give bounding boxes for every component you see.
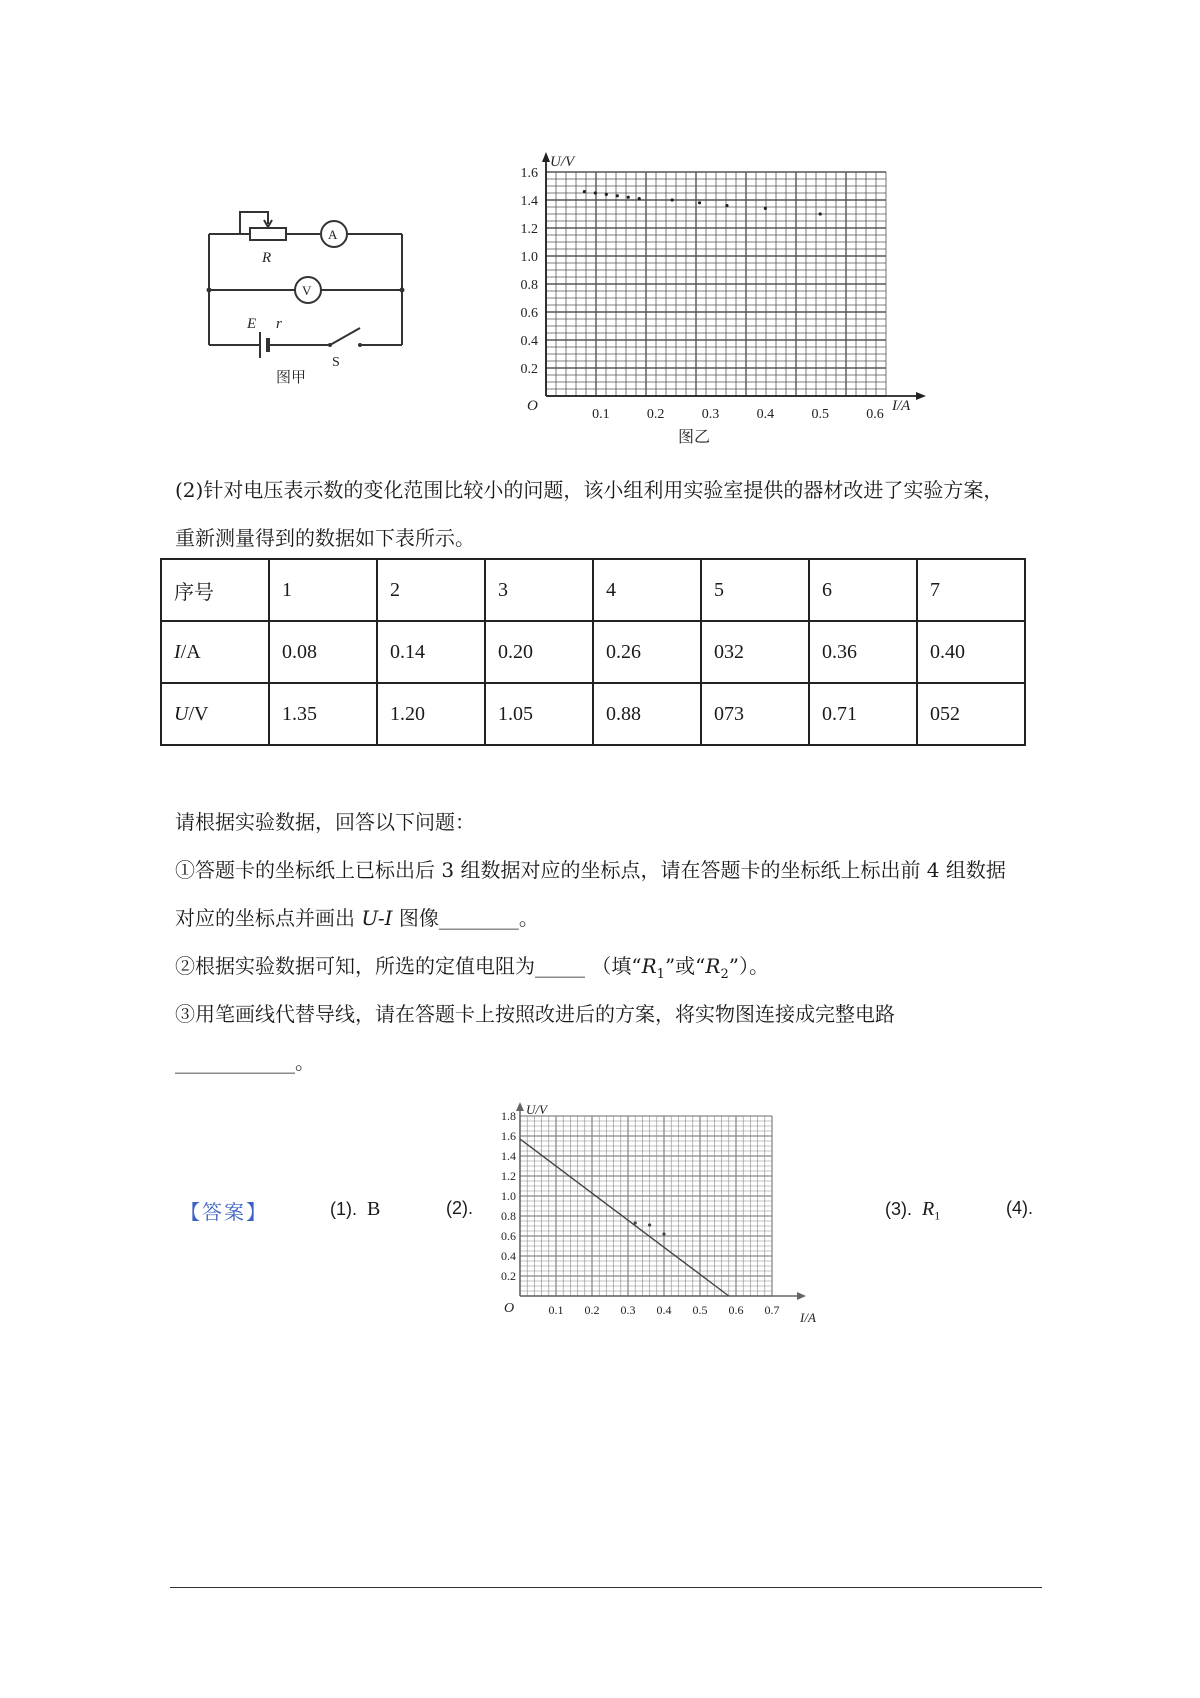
answer-part-4: (4). (1006, 1198, 1033, 1218)
y-tick-label: 0.2 (520, 362, 538, 377)
answer-x-tick-label: 0.3 (620, 1303, 636, 1317)
answer-x-tick-label: 0.5 (692, 1303, 708, 1317)
data-point (605, 193, 608, 196)
question-3-line-1: ③用笔画线代替导线，请在答题卡上按照改进后的方案，将实物图连接成完整电路 (175, 1002, 895, 1026)
answer-ui-graph (490, 1100, 830, 1330)
table-cell: 5 (701, 559, 809, 621)
table-cell: 3 (485, 559, 593, 621)
table-cell: 032 (701, 621, 809, 683)
table-cell: 4 (593, 559, 701, 621)
y-tick-label: 1.4 (520, 194, 538, 209)
answer-label: 【答案】 (180, 1200, 268, 1224)
question-para-2: 重新测量得到的数据如下表所示。 (175, 526, 475, 550)
answer-x-tick-label: 0.1 (548, 1303, 564, 1317)
table-cell: 052 (917, 683, 1025, 745)
q2-r1-symbol: R (641, 954, 657, 978)
label-r-rheostat: R (262, 250, 272, 266)
answer-y-tick-label: 1.8 (501, 1109, 516, 1123)
answer-y-axis-arrow (516, 1102, 524, 1111)
circuit-diagram-jia (200, 200, 420, 400)
answer-x-axis-arrow (797, 1292, 806, 1300)
table-cell: 0.08 (269, 621, 377, 683)
data-point (671, 198, 674, 201)
answer-y-tick-label: 1.4 (501, 1149, 516, 1163)
table-cell: 1 (269, 559, 377, 621)
answer-part-1-value: B (367, 1198, 381, 1220)
x-tick-label: 0.4 (756, 407, 775, 422)
answer-part-3 (885, 1198, 940, 1224)
answer-x-tick-label: 0.7 (764, 1303, 780, 1317)
figure-yi-caption: 图乙 (678, 429, 711, 446)
table-cell: 0.88 (593, 683, 701, 745)
answer-part-2: (2). (446, 1198, 473, 1218)
answer-y-tick-label: 1.0 (501, 1189, 516, 1203)
table-cell: 1.05 (485, 683, 593, 745)
label-ammeter: A (328, 227, 338, 242)
table-row-index (161, 559, 1025, 621)
answer-part-3-number: (3). (885, 1199, 912, 1219)
x-tick-label: 0.1 (592, 407, 610, 422)
table-row-voltage (161, 683, 1025, 745)
table-cell: 6 (809, 559, 917, 621)
data-point (819, 212, 822, 215)
answer-origin-label: O (504, 1301, 515, 1316)
x-axis-label: I/A (892, 398, 911, 414)
origin-label: O (527, 398, 538, 414)
answer-y-tick-label: 0.6 (501, 1229, 516, 1243)
answer-x-tick-label: 0.4 (656, 1303, 672, 1317)
data-point (698, 201, 701, 204)
answer-y-tick-label: 0.4 (501, 1249, 516, 1263)
x-tick-label: 0.6 (866, 407, 884, 422)
table-cell: 1.35 (269, 683, 377, 745)
q1-text-b: 图像________。 (392, 906, 539, 930)
answer-data-point (634, 1221, 637, 1224)
table-header-current (161, 621, 269, 683)
y-tick-label: 1.0 (520, 250, 538, 265)
table-cell: 0.36 (809, 621, 917, 683)
x-tick-label: 0.3 (701, 407, 720, 422)
x-axis-arrow (916, 392, 926, 400)
answer-part-1 (330, 1198, 380, 1221)
table-cell: 073 (701, 683, 809, 745)
answer-part-1-number: (1). (330, 1199, 357, 1219)
ui-graph-yi (500, 150, 940, 450)
question-intro: 请根据实验数据，回答以下问题： (175, 810, 475, 834)
data-point (583, 190, 586, 193)
answer-fit-line (520, 1139, 729, 1296)
data-point (594, 191, 597, 194)
q2-text-a: ②根据实验数据可知，所选的定值电阻为_____ （填“ (175, 954, 642, 978)
q2-r2-symbol: R (705, 954, 721, 978)
q2-r1-sub: 1 (656, 967, 665, 982)
answer-y-tick-label: 1.2 (501, 1169, 516, 1183)
answer-y-tick-label: 0.8 (501, 1209, 516, 1223)
voltage-unit: /V (188, 702, 209, 725)
data-point (638, 197, 641, 200)
question-para-1: (2)针对电压表示数的变化范围比较小的问题，该小组利用实验室提供的器材改进了实验方案， (175, 478, 1004, 502)
label-emf: E (247, 316, 257, 332)
y-tick-label: 1.6 (520, 166, 538, 181)
answer-x-tick-label: 0.2 (584, 1303, 600, 1317)
current-symbol: I (174, 640, 181, 663)
y-tick-label: 1.2 (520, 222, 538, 237)
table-cell: 7 (917, 559, 1025, 621)
x-tick-label: 0.5 (811, 407, 829, 422)
answer-part-3-value: R (922, 1198, 935, 1220)
data-point (627, 196, 630, 199)
answer-x-axis-label: I/A (800, 1310, 816, 1325)
table-cell: 0.40 (917, 621, 1025, 683)
data-point (725, 204, 728, 207)
answer-data-point (648, 1223, 651, 1226)
question-1-line-1: ①答题卡的坐标纸上已标出后 3 组数据对应的坐标点，请在答题卡的坐标纸上标出前 4 组数据 (175, 858, 1006, 882)
answer-y-tick-label: 1.6 (501, 1129, 516, 1143)
data-table (160, 558, 1026, 746)
y-tick-label: 0.8 (520, 278, 538, 293)
q2-text-end: ”）。 (728, 954, 769, 978)
answer-y-axis-label: U/V (526, 1102, 547, 1117)
y-tick-label: 0.6 (520, 306, 538, 321)
data-point (616, 194, 619, 197)
table-header-index: 序号 (161, 559, 269, 621)
footer-rule (170, 1587, 1042, 1588)
label-internal-r: r (276, 316, 282, 332)
y-axis-arrow (542, 152, 550, 162)
y-axis-label: U/V (550, 154, 575, 170)
q1-text-a: 对应的坐标点并画出 (175, 906, 362, 930)
label-switch: S (332, 355, 340, 370)
table-cell: 0.26 (593, 621, 701, 683)
q1-ui-symbol: U-I (361, 906, 393, 930)
q2-r2-sub: 2 (720, 967, 729, 982)
y-tick-label: 0.4 (520, 334, 538, 349)
label-voltmeter: V (302, 283, 312, 298)
table-cell: 2 (377, 559, 485, 621)
q2-text-mid: ”或“ (664, 954, 706, 978)
table-row-current (161, 621, 1025, 683)
table-cell: 0.20 (485, 621, 593, 683)
table-cell: 1.20 (377, 683, 485, 745)
answer-y-tick-label: 0.2 (501, 1269, 516, 1283)
answer-data-point (662, 1232, 665, 1235)
table-cell: 0.71 (809, 683, 917, 745)
answer-part-3-sub: 1 (934, 1208, 941, 1223)
data-point (764, 207, 767, 210)
table-header-voltage (161, 683, 269, 745)
voltage-symbol: U (174, 702, 189, 725)
answer-x-tick-label: 0.6 (728, 1303, 744, 1317)
question-2 (175, 952, 769, 989)
question-1-line-2 (175, 904, 539, 932)
current-unit: /A (180, 640, 201, 663)
table-cell: 0.14 (377, 621, 485, 683)
figure-jia-caption: 图甲 (276, 370, 307, 386)
x-tick-label: 0.2 (646, 407, 665, 422)
question-3-line-2: ____________。 (175, 1050, 315, 1074)
